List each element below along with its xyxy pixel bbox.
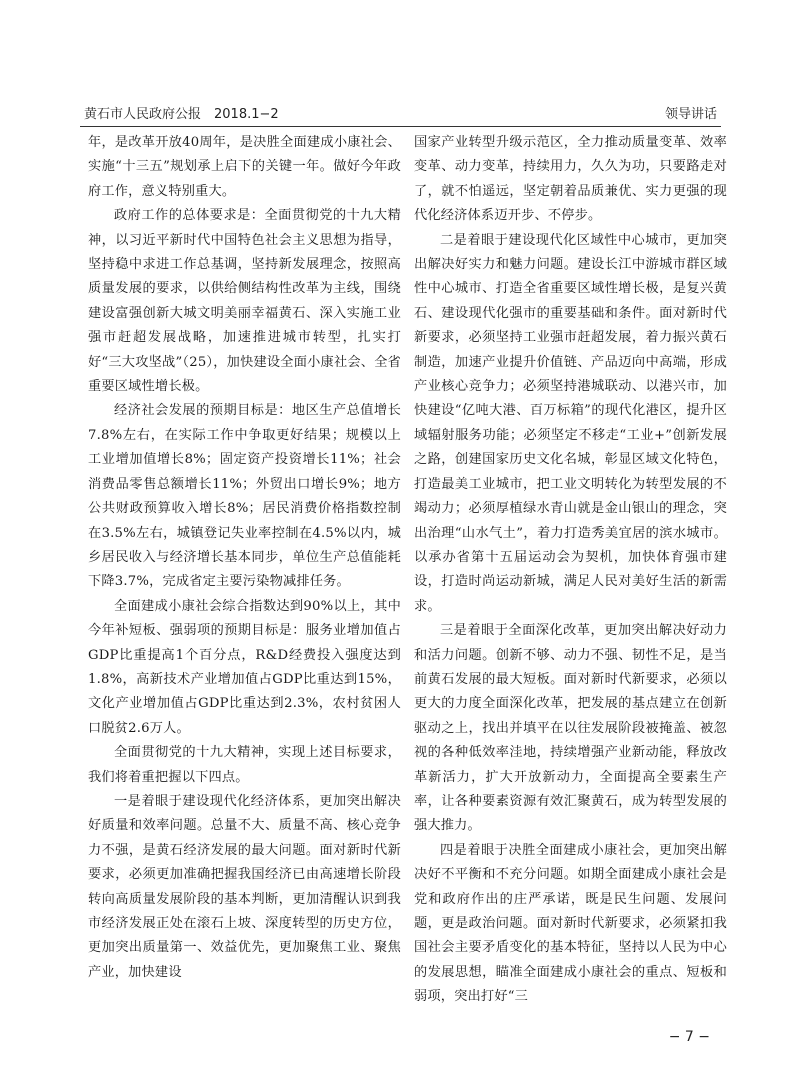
paragraph: 年，是改革开放40周年，是决胜全面建成小康社会、实施“十三五”规划承上启下的关键一年。做好今年政府工作，意义特别重大。: [88, 135, 401, 199]
publication-title: 黄石市人民政府公报 2018.1−2: [84, 107, 279, 122]
paragraph: 三是着眼于全面深化改革，更加突出解决好动力和活力问题。创新不够、动力不强、韧性不足，是当前黄石发展的最大短板。面对新时代新要求，必须以更大的力度全面深化改革，把发展的基点建立在创新驱动之上，找出并填平在以往发展阶段被掩盖、被忽视的各种低效率洼地，持续增强产业新动能，释放改革新活力，扩大开放新动力，全面提高全要素生产率，让各种要素资源有效汇聚黄石，成为转型发展的强大推力。: [414, 623, 727, 834]
paragraph: 政府工作的总体要求是：全面贯彻党的十九大精神，以习近平新时代中国特色社会主义思想为指导，坚持稳中求进工作总基调，坚持新发展理念，按照高质量发展的要求，以供给侧结构性改革为主线，围绕建设富强创新大城文明美丽幸福黄石、深入实施工业强市赶超发展战略，加速推进城市转型，扎实打好“三大攻坚战”（25），加快建设全面小康社会、全省重要区域性增长极。: [88, 208, 401, 395]
running-header: [80, 99, 721, 123]
paragraph: 二是着眼于建设现代化区域性中心城市，更加突出解决好实力和魅力问题。建设长江中游城市群区域性中心城市、打造全省重要区域性增长极，是复兴黄石、建设现代化强市的重要基础和条件。面对新时代新要求，必须坚持工业强市赶超发展，着力振兴黄石制造，加速产业提升价值链、产品迈向中高端，形成产业核心竞争力；必须坚持港城联动、以港兴市，加快建设“亿吨大港、百万标箱”的现代化港区，提升区域辐射服务功能；必须坚定不移走“工业+”创新发展之路，创建国家历史文化名城，彰显区域文化特色，打造最美工业城市，把工业文明转化为转型发展的不竭动力；必须厚植绿水青山就是金山银山的理念，突出治理“山水气土”，着力打造秀美宜居的滨水城市。以承办省第十五届运动会为契机，加快体育强市建设，打造时尚运动新城，满足人民对美好生活的新需求。: [414, 232, 727, 614]
page-number: − 7 −: [668, 1029, 710, 1045]
paragraph: 一是着眼于建设现代化经济体系，更加突出解决好质量和效率问题。总量不大、质量不高、核心竞争力不强，是黄石经济发展的最大问题。面对新时代新要求，必须更加准确把握我国经济已由高速增长阶段转向高质量发展阶段的基本判断，更加清醒认识到我市经济发展正处在滚石上坡、深度转型的历史方位，更加突出质量第一、效益优先，更加聚焦工业、聚焦产业，加快建设: [88, 793, 401, 980]
header-rule: [80, 126, 721, 127]
paragraph: 四是着眼于决胜全面建成小康社会，更加突出解决好不平衡和不充分问题。如期全面建成小康社会是党和政府作出的庄严承诺，既是民生问题、发展问题，更是政治问题。面对新时代新要求，必须紧扣我国社会主要矛盾变化的基本特征，坚持以人民为中心的发展思想，瞄准全面建成小康社会的重点、短板和弱项，突出打好“三: [414, 842, 727, 1005]
paragraph: 经济社会发展的预期目标是：地区生产总值增长7.8%左右，在实际工作中争取更好结果；规模以上工业增加值增长8%；固定资产投资增长11%；社会消费品零售总额增长11%；外贸出口增长9%；地方公共财政预算收入增长8%；居民消费价格指数控制在3.5%左右，城镇登记失业率控制在4.5%以内，城乡居民收入与经济增长基本同步，单位生产总值能耗下降3.7%，完成省定主要污染物减排任务。: [88, 403, 401, 590]
left-column: [88, 131, 401, 985]
section-title: 领导讲话: [664, 107, 717, 122]
right-column: [414, 131, 727, 1010]
paragraph: 全面建成小康社会综合指数达到90%以上，其中今年补短板、强弱项的预期目标是：服务业增加值占GDP比重提高1个百分点，R&D经费投入强度达到1.8%，高新技术产业增加值占GDP比重达到15%，文化产业增加值占GDP比重达到2.3%，农村贫困人口脱贫2.6万人。: [88, 598, 401, 736]
paragraph: 国家产业转型升级示范区，全力推动质量变革、效率变革、动力变革，持续用力，久久为功，只要路走对了，就不怕遥远，坚定朝着品质兼优、实力更强的现代化经济体系迈开步、不停步。: [414, 135, 727, 224]
paragraph: 全面贯彻党的十九大精神，实现上述目标要求，我们将着重把握以下四点。: [88, 745, 401, 785]
